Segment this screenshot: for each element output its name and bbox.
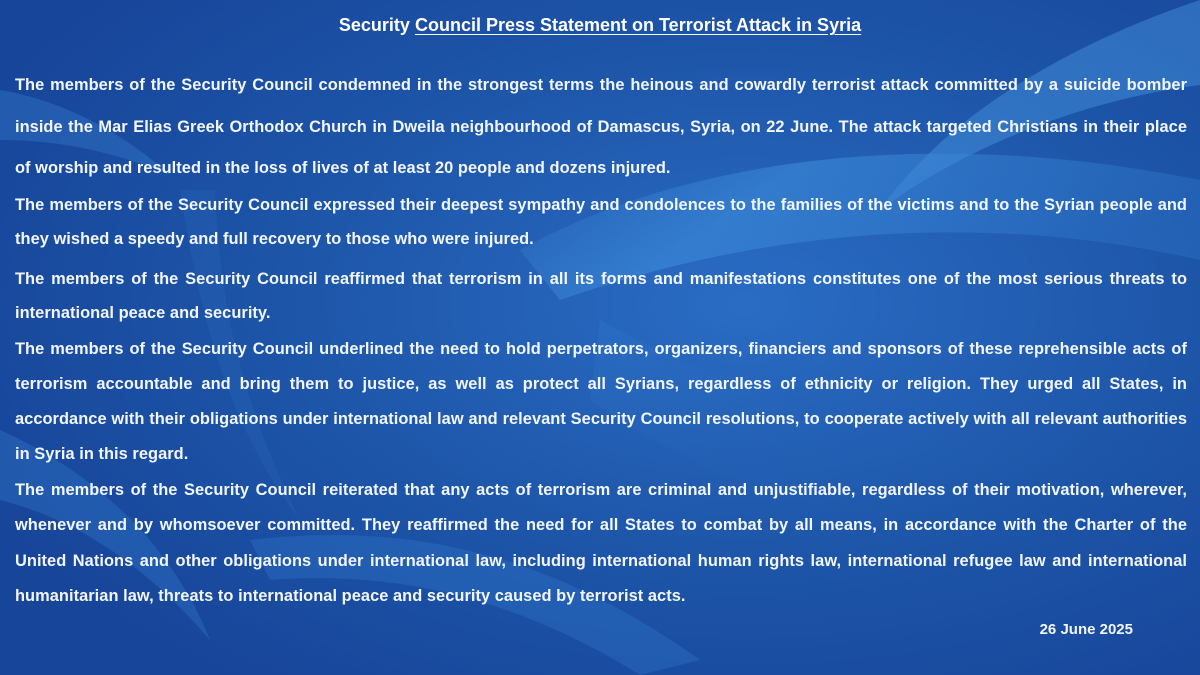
paragraph-combat-terrorism: The members of the Security Council reiterated that any acts of terrorism are criminal and unjustifiable, regardless of their motivation, wherever, whenever and by whomsoever committed. They reaffirmed the need for all States to combat by all means, in accordance with the Charter of the United Nations and other obligations under international law, including international human rights law, international refugee law and international humanitarian law, threats to international peace and security caused by terrorist acts.	[15, 481, 1187, 605]
statement-date: 26 June 2025	[1039, 621, 1133, 638]
title-underlined: Council Press Statement on Terrorist Attack in Syria	[414, 15, 862, 35]
paragraph-accountability: The members of the Security Council underlined the need to hold perpetrators, organizers, financiers and sponsors of these reprehensible acts of terrorism accountable and bring them to justice, as well as protect all Syrians, regardless of ethnicity or religion. They urged all States, in accordance with their obligations under international law and relevant Security Council resolutions, to cooperate actively with all relevant authorities in Syria in this regard.	[15, 340, 1187, 463]
paragraph-terrorism-threat: The members of the Security Council reaffirmed that terrorism in all its forms and manifestations constitutes one of the most serious threats to international peace and security.	[15, 270, 1187, 322]
paragraph-condolences: The members of the Security Council expressed their deepest sympathy and condolences to the families of the victims and to the Syrian people and they wished a speedy and full recovery to those who were injured.	[15, 196, 1187, 248]
paragraph-condemnation: The members of the Security Council condemned in the strongest terms the heinous and cowardly terrorist attack committed by a suicide bomber inside the Mar Elias Greek Orthodox Church in Dweila neighbourhood of Damascus, Syria, on 22 June. The attack targeted Christians in their place of worship and resulted in the loss of lives of at least 20 people and dozens injured.	[15, 76, 1187, 177]
title-prefix: Security	[338, 15, 410, 35]
page-title	[0, 13, 1200, 37]
